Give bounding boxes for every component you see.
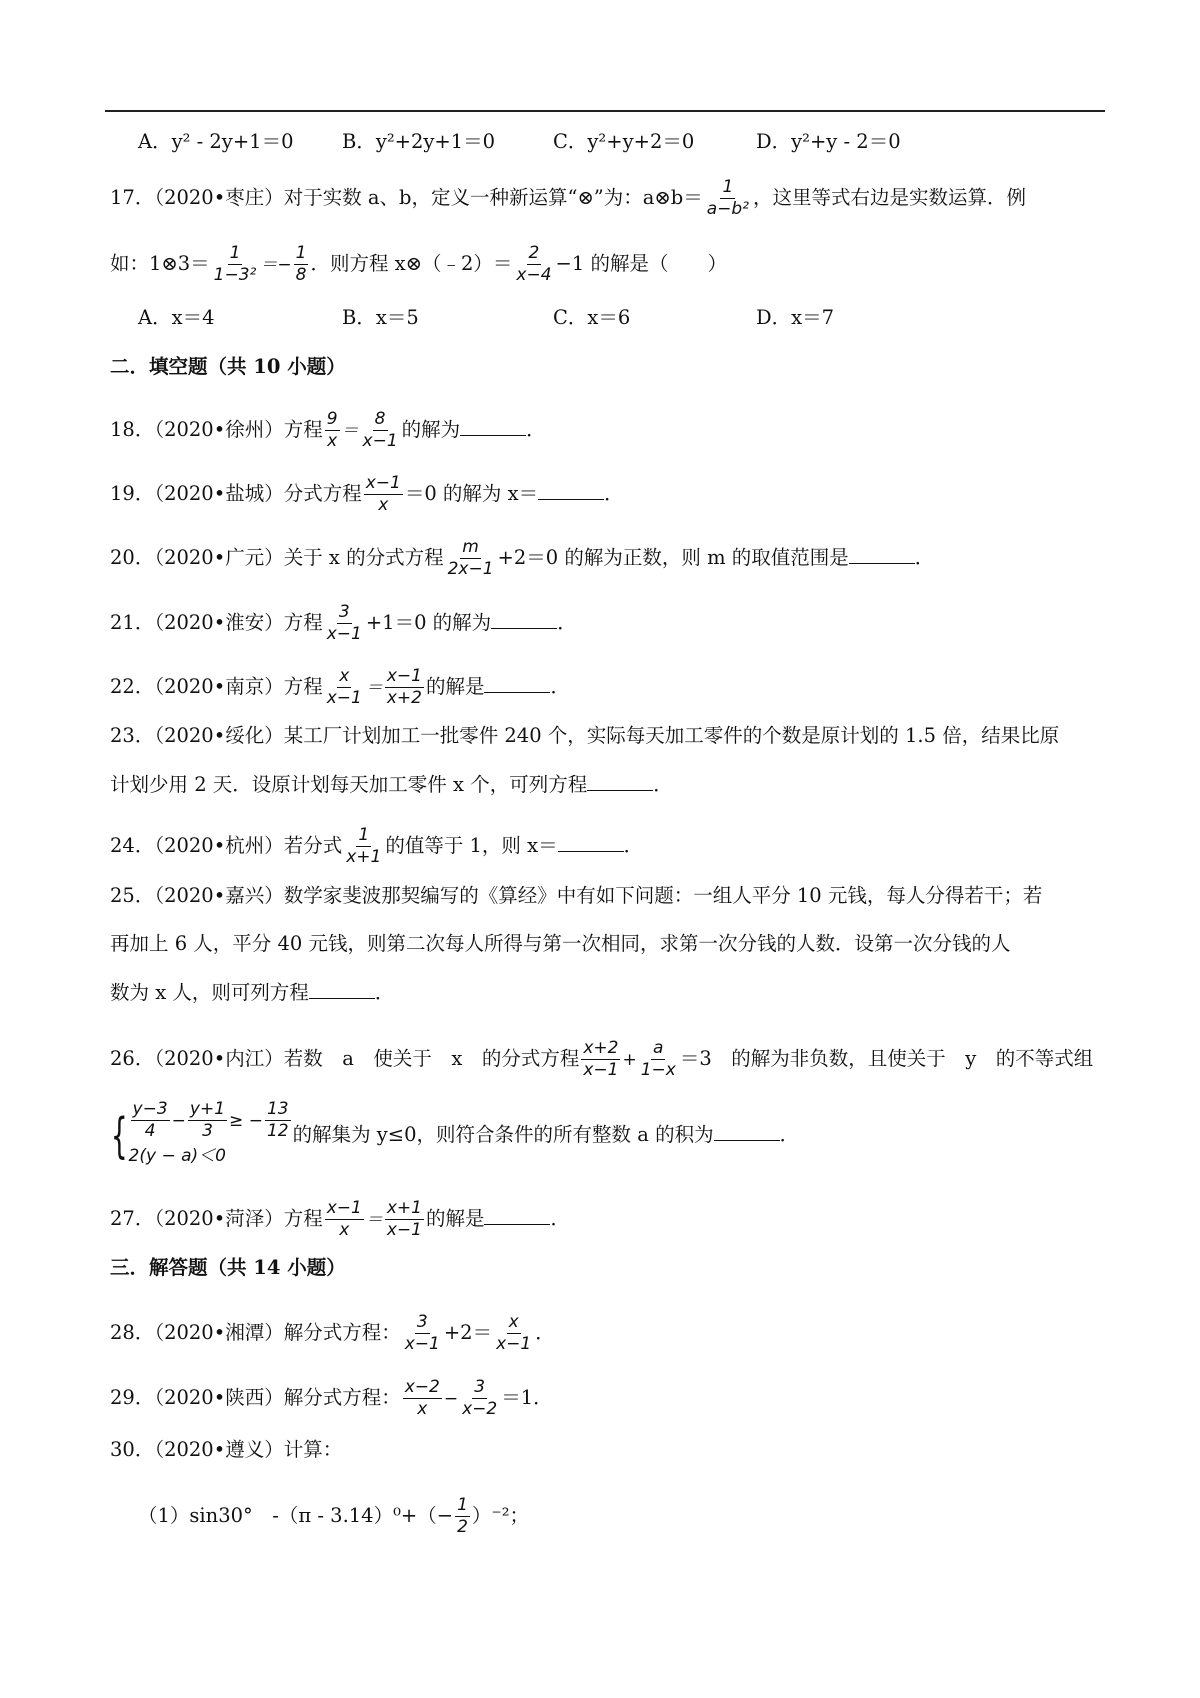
q21-post: +1＝0 的解为 [365,611,492,634]
q24-answer-blank[interactable] [558,831,624,852]
q22-n2: x−1 [386,666,422,686]
q26-tail: 的解集为 y≤0，则符合条件的所有整数 a 的积为 [292,1123,714,1146]
q21-fraction [325,603,364,644]
q27-answer-blank[interactable] [484,1204,550,1225]
q22-pre: 22．（2020•南京）方程 [110,675,323,698]
q17-ex-num: 1 [229,243,241,263]
q30-part1 [138,1496,529,1537]
q26-d1: x−1 [583,1060,619,1080]
q26-d2: 1−x [640,1060,676,1080]
q19-post: ＝0 的解为 x＝ [404,482,539,505]
q27-end: ． [550,1207,570,1230]
q18-pre: 18．（2020•徐州）方程 [110,418,323,441]
q26-answer-blank[interactable] [714,1120,780,1141]
q26-s1-d3: 12 [266,1121,289,1141]
q27-n2: x+1 [386,1198,422,1218]
q16-option-b[interactable]: B．y²+2y+1＝0 [342,130,496,153]
q26-s1-fraction2 [188,1100,227,1141]
q26-plus: + [622,1050,637,1070]
q18-n1: 9 [326,409,338,429]
q28-mid: +2＝ [443,1321,493,1344]
q24-post: 的值等于 1，则 x＝ [385,834,558,857]
q29-fraction2 [460,1378,499,1419]
q27 [110,1199,570,1240]
q26-s1-fraction3 [265,1100,291,1141]
q19 [110,474,624,515]
q24-fraction [344,826,383,867]
q26-s1-fraction1 [131,1100,170,1141]
q27-fraction1 [325,1199,364,1240]
q17-ex-pre: 如：1⊗3＝ [110,252,210,275]
q25-line3 [110,978,394,1007]
q26-s1-minus: − [171,1111,186,1131]
q18-d2: x−1 [362,431,398,451]
q22-d1: x−1 [326,688,362,708]
q18-answer-blank[interactable] [460,415,526,436]
q22-answer-blank[interactable] [484,672,550,693]
q22-end: ． [550,675,570,698]
q26-ineq1 [129,1100,293,1141]
q22-fraction1 [325,667,364,708]
q27-n1: x−1 [326,1198,362,1218]
q29-post: ＝1． [501,1386,553,1409]
q25-end: ． [374,981,395,1004]
q19-end: ． [604,482,624,505]
q24 [110,826,643,867]
q19-answer-blank[interactable] [538,479,604,500]
q27-fraction2 [385,1199,424,1240]
q28-n1: 3 [416,1312,428,1332]
q18-post: 的解为 [401,418,461,441]
q18-fraction1 [325,410,340,451]
q25-l3: 数为 x 人，则可列方程 [110,981,309,1004]
q25-line2: 再加上 6 人，平分 40 元钱，则第二次每人所得与第一次相同，求第一次分钱的人数．设第一次分钱的人 [110,932,1011,955]
q20-d: 2x−1 [447,559,494,579]
q18-n2: 8 [374,409,386,429]
q27-eq: ＝ [365,1210,383,1230]
q17-option-b[interactable]: B．x＝5 [342,306,419,329]
q21-n: 3 [338,602,350,622]
q28 [110,1313,555,1354]
q26-s1-n1: y−3 [132,1099,168,1119]
q17-eq-post: −1 的解是（ ） [555,252,727,275]
q25-line1: 25．（2020•嘉兴）数学家斐波那契编写的《算经》中有如下问题：一组人平分 10 元钱，每人分得若干；若 [110,884,1043,907]
q17-tail: ，这里等式右边是实数运算．例 [753,186,1027,209]
q26-s1-n2: y+1 [189,1099,226,1119]
q29 [110,1378,553,1419]
q22 [110,667,570,708]
q17-eq-num: 2 [528,243,540,263]
q29-d2: x−2 [462,1399,498,1419]
q26-system-brace: { [110,1107,128,1164]
q17-eq-fraction [514,244,553,285]
section3-heading: 三．解答题（共 14 小题） [110,1256,346,1279]
q20 [110,538,934,579]
q26-fraction1 [581,1039,620,1080]
q17-ex-fraction2 [294,244,309,285]
q17-def-fraction [705,178,751,219]
q26-n2: a [653,1038,664,1058]
q29-d1: x [417,1399,428,1419]
q17-option-d[interactable]: D．x＝7 [756,306,835,329]
q24-end: ． [623,834,644,857]
q17-line1 [110,178,1026,219]
q23-answer-blank[interactable] [587,770,653,791]
q16-option-c[interactable]: C．y²+y+2＝0 [553,130,695,153]
q26-end: ． [779,1123,800,1146]
q27-post: 的解是 [425,1207,485,1230]
q26-s1-n3: 13 [266,1099,289,1119]
q26-fraction2 [639,1039,678,1080]
q22-d2: x+2 [386,688,422,708]
q16-option-a[interactable]: A．y² - 2y+1＝0 [138,130,294,153]
q22-n1: x [339,666,350,686]
q24-d: x+1 [346,847,382,867]
q17-ex-fraction [212,244,259,285]
q23-l2: 计划少用 2 天．设原计划每天加工零件 x 个，可列方程 [110,773,588,796]
q26-s1-d1: 4 [144,1121,156,1141]
q20-post: +2＝0 的解为正数，则 m 的取值范围是 [497,546,849,569]
q19-fraction [364,474,403,515]
q26-inequality-system [129,1100,293,1171]
q23-end: ． [653,773,673,796]
q29-n1: x−2 [404,1377,440,1397]
q28-d2: x−1 [496,1334,532,1354]
q21 [110,603,577,644]
q28-end: ． [535,1321,555,1344]
q20-n: m [462,537,479,557]
q30-p1-n: 1 [457,1495,468,1515]
q19-d: x [378,495,389,515]
q26-line1 [110,1039,1093,1080]
q19-n: x−1 [365,473,401,493]
q26-post: ＝3 的解为非负数，且使关于 y 的不等式组 [679,1047,1094,1070]
q24-n: 1 [358,825,370,845]
q23-line1: 23．（2020•绥化）某工厂计划加工一批零件 240 个，实际每天加工零件的个数是原计划的 1.5 倍，结果比原 [110,724,1060,747]
q18-d1: x [327,431,338,451]
q21-pre: 21．（2020•淮安）方程 [110,611,323,634]
header-rule [105,110,1105,112]
q30-p1-pre: （1）sin30° -（π - 3.14）⁰+（− [138,1504,454,1527]
q30-p1-fraction [455,1496,470,1537]
q26-line2 [104,1100,799,1171]
q27-pre: 27．（2020•菏泽）方程 [110,1207,323,1230]
q21-answer-blank[interactable] [491,608,557,629]
q28-fraction2 [494,1313,533,1354]
q24-pre: 24．（2020•杭州）若分式 [110,834,343,857]
q25-answer-blank[interactable] [309,978,375,999]
q20-fraction [446,538,496,579]
q17-ex-den: 1−3² [213,265,257,285]
q28-n2: x [508,1312,519,1332]
q17-def-num: 1 [722,177,734,197]
q22-post: 的解是 [425,675,485,698]
q22-fraction2 [385,667,424,708]
q17-ex-post: ．则方程 x⊗（﹣2）＝ [310,252,513,275]
q27-d2: x−1 [386,1220,422,1240]
q22-eq: ＝ [365,678,383,698]
q23-line2 [110,770,673,799]
q26-n1: x+2 [583,1038,619,1058]
q30-p1-post: ）⁻²； [471,1504,530,1527]
q26-s1-ge: ≥ − [229,1111,263,1131]
q30-p1-d: 2 [457,1517,468,1537]
q26-pre: 26．（2020•内江）若数 a 使关于 x 的分式方程 [110,1047,580,1070]
q29-fraction1 [403,1378,442,1419]
q26-ineq2: 2(y − a)＜0 [128,1146,226,1166]
q29-minus: − [443,1389,459,1409]
q21-d: x−1 [326,624,362,644]
q28-pre: 28．（2020•湘潭）解分式方程： [110,1321,401,1344]
q29-n2: 3 [474,1377,486,1397]
q21-end: ． [557,611,577,634]
q16-option-d[interactable]: D．y²+y - 2＝0 [756,130,901,153]
q17-head: 17．（2020•枣庄）对于实数 a、b，定义一种新运算“⊗”为：a⊗b＝ [110,186,703,209]
q17-option-c[interactable]: C．x＝6 [553,306,631,329]
q28-d1: x−1 [404,1334,440,1354]
q18-eq: ＝ [341,421,359,441]
q17-ex-mid: ＝− [260,255,292,275]
section2-heading: 二．填空题（共 10 小题） [110,355,346,378]
q20-answer-blank[interactable] [849,543,915,564]
q17-ex-den2: 8 [295,265,307,285]
q29-pre: 29．（2020•陕西）解分式方程： [110,1386,401,1409]
q19-pre: 19．（2020•盐城）分式方程 [110,482,362,505]
q26-s1-d2: 3 [202,1121,213,1141]
q18-fraction2 [361,410,400,451]
q28-fraction1 [403,1313,442,1354]
q27-d1: x [339,1220,350,1240]
q18-end: ． [526,418,546,441]
q30-head: 30．（2020•遵义）计算： [110,1438,343,1461]
q17-def-den: a−b² [706,199,750,219]
q20-end: ． [914,546,935,569]
q17-ex-num2: 1 [295,243,307,263]
q17-line2 [110,244,727,285]
q17-eq-den: x−4 [516,265,552,285]
q18 [110,410,546,451]
q20-pre: 20．（2020•广元）关于 x 的分式方程 [110,546,444,569]
q17-option-a[interactable]: A．x＝4 [138,306,215,329]
